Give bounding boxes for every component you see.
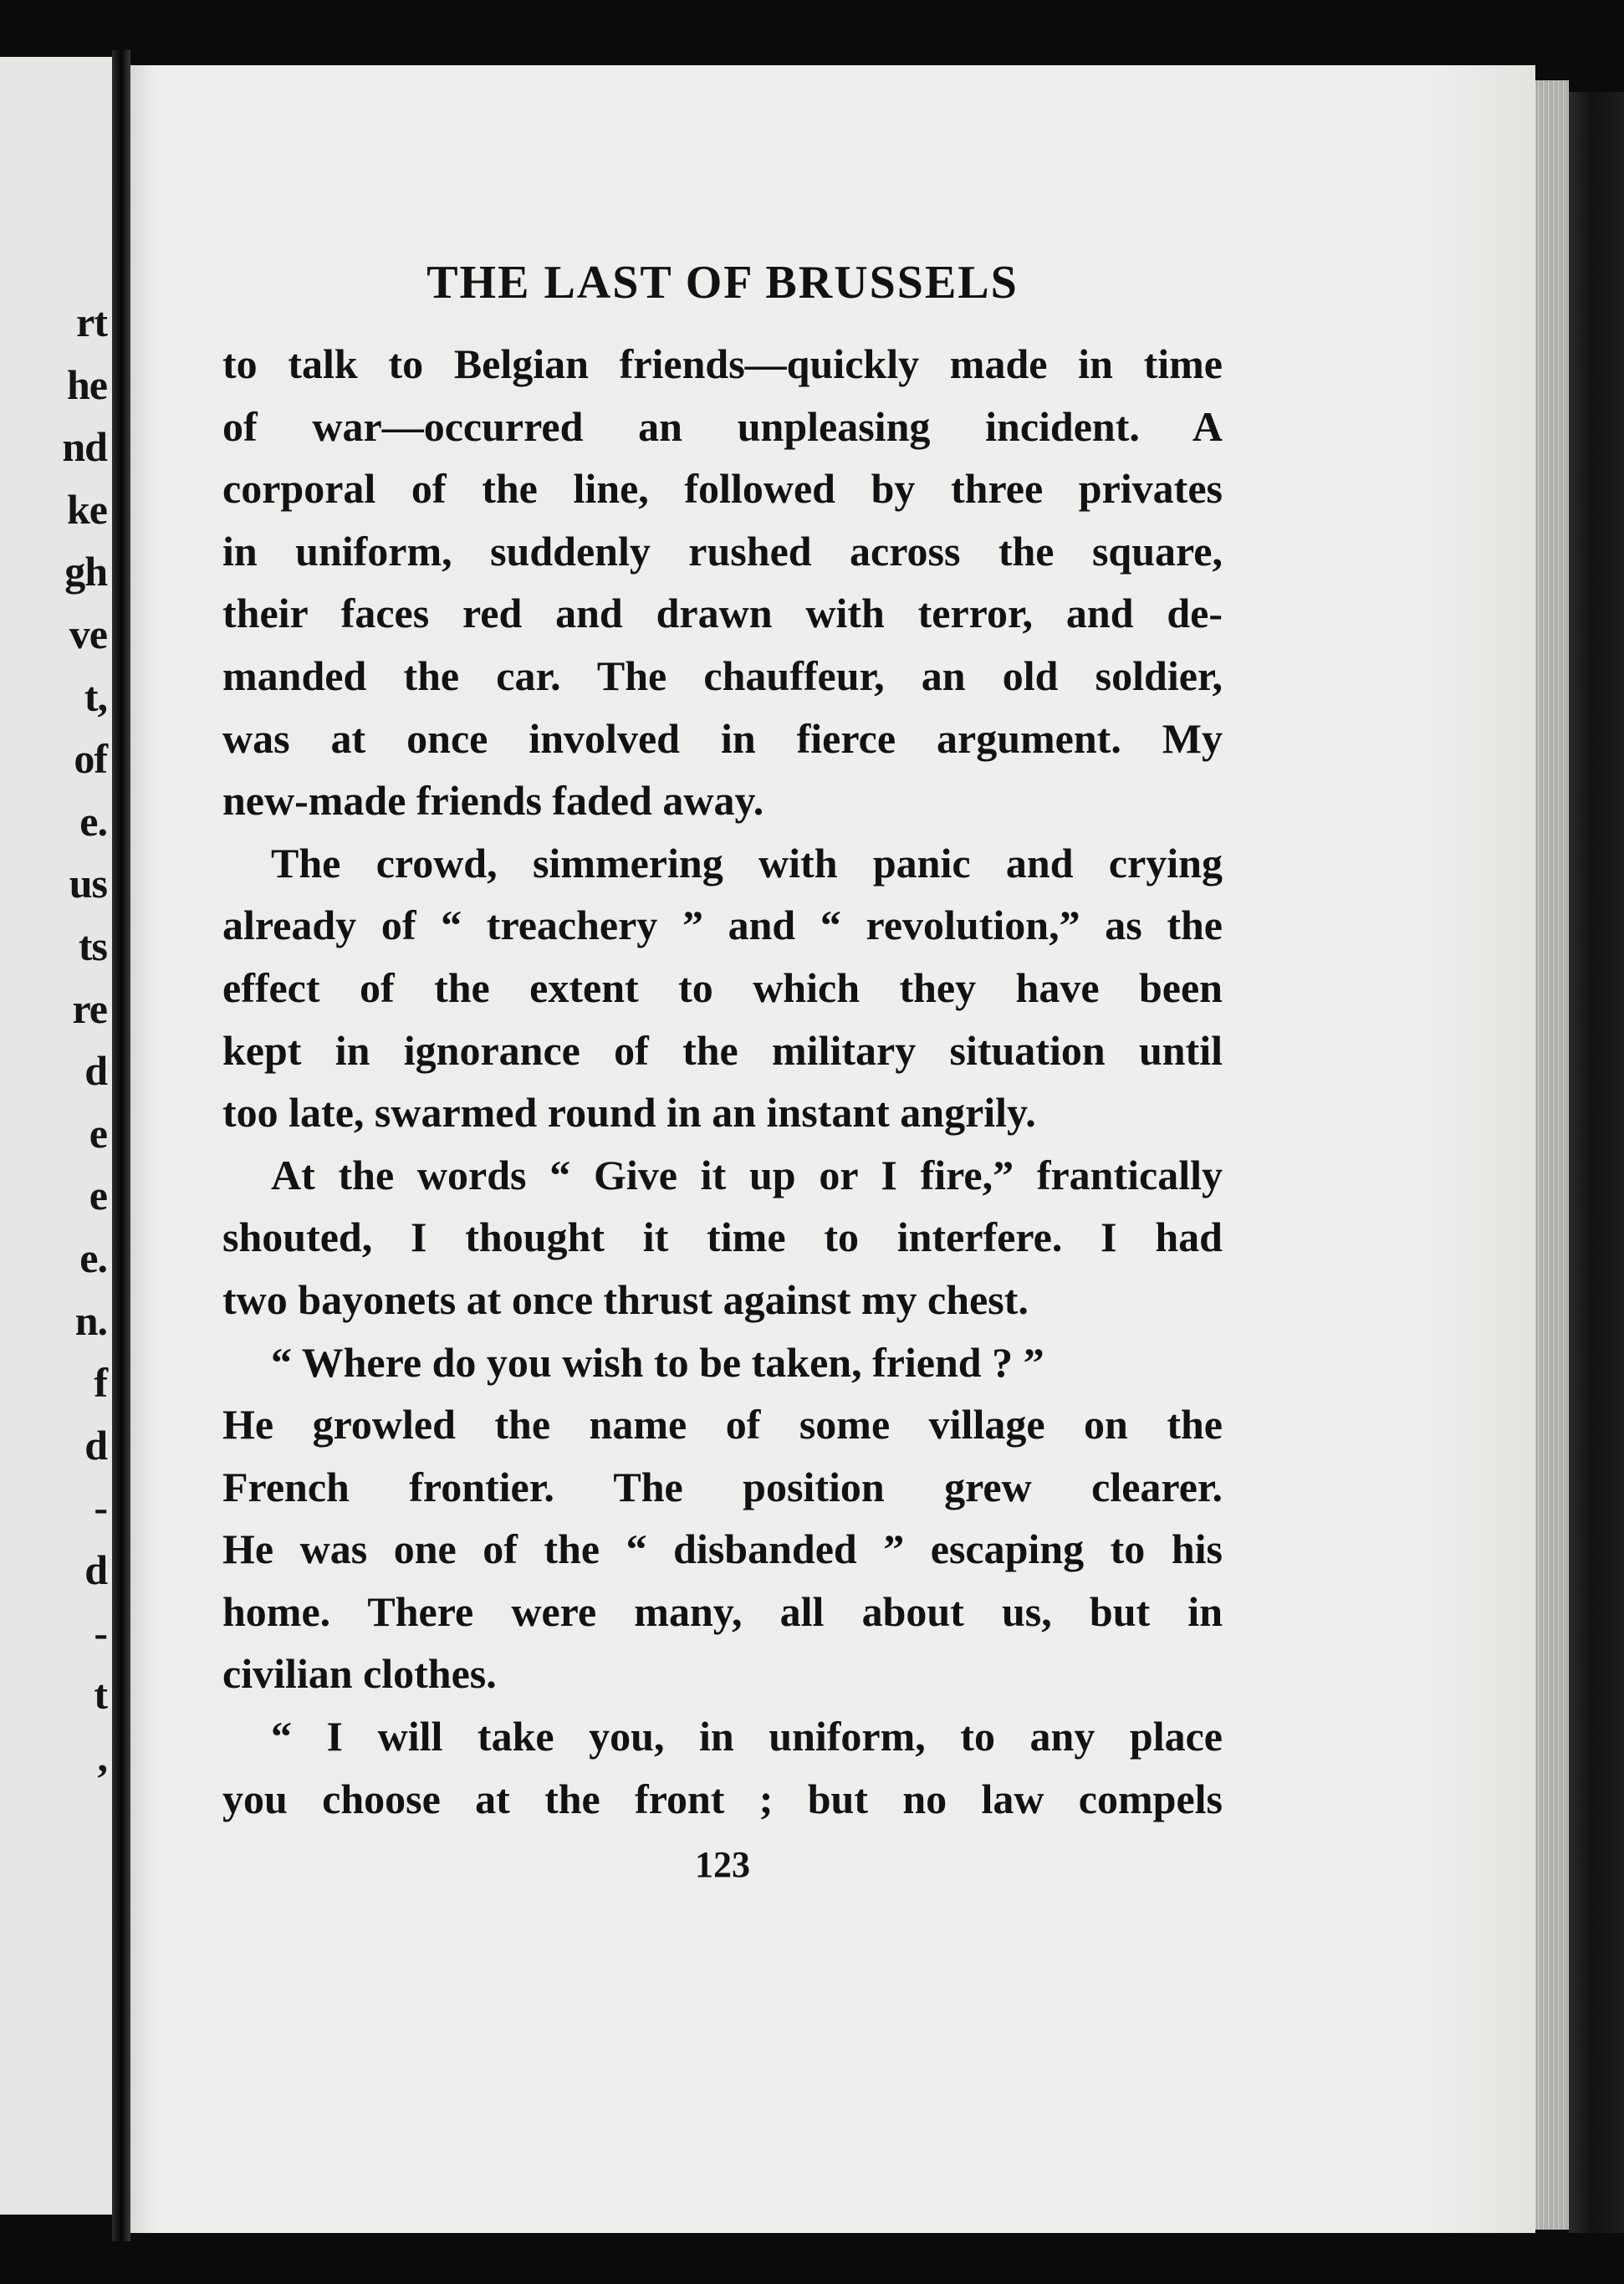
text-line: to talk to Belgian friends—quickly made in time: [222, 340, 1223, 387]
previous-page-text-fragment: d: [84, 1546, 107, 1593]
text-line: “ Where do you wish to be taken, friend ? ”: [271, 1338, 1044, 1386]
previous-page-text-fragment: us: [69, 860, 107, 907]
page-number: 123: [695, 1844, 750, 1885]
previous-page-text-fragment: ts: [78, 922, 107, 969]
book-gutter: [112, 50, 130, 2241]
text-line: in uniform, suddenly rushed across the square,: [222, 527, 1223, 575]
text-line: corporal of the line, followed by three privates: [222, 465, 1223, 513]
running-head: THE LAST OF BRUSSELS: [426, 257, 1019, 309]
text-line: manded the car. The chauffeur, an old soldier,: [222, 651, 1223, 699]
previous-page-text-fragment: re: [72, 984, 107, 1032]
paragraph: [222, 832, 1223, 1144]
previous-page-text-fragment: e: [89, 1109, 107, 1157]
paragraph: [222, 1331, 1223, 1394]
paragraph: [222, 333, 1223, 832]
text-line: you choose at the front ; but no law compels: [222, 1775, 1223, 1822]
book-cover-edge: [1569, 92, 1624, 2233]
body-text: [222, 333, 1223, 1830]
previous-page-text-fragment: nd: [62, 423, 107, 471]
previous-page-text-fragment: -: [94, 1484, 107, 1531]
previous-page-text-fragment: ,: [97, 1733, 107, 1781]
text-line: The crowd, simmering with panic and crying: [271, 839, 1223, 887]
text-line: home. There were many, all about us, but in: [222, 1587, 1223, 1635]
previous-page-text-fragment: t: [94, 1671, 107, 1719]
previous-page-text-fragment: d: [84, 1047, 107, 1095]
text-line: civilian clothes.: [222, 1650, 497, 1698]
previous-page-text-fragment: n.: [74, 1296, 107, 1344]
previous-page-text-fragment: e: [89, 1172, 107, 1219]
previous-page-text-fragment: rt: [76, 299, 107, 345]
text-line: two bayonets at once thrust against my chest.: [222, 1275, 1029, 1323]
text-line: At the words “ Give it up or I fire,” frantically: [271, 1151, 1223, 1198]
previous-page-text-fragment: e.: [79, 1234, 107, 1281]
previous-page-text-fragment: e.: [79, 797, 107, 845]
previous-page-text-fragment: -: [94, 1608, 107, 1656]
text-line: effect of the extent to which they have been: [222, 963, 1223, 1011]
text-line: too late, swarmed round in an instant angrily.: [222, 1089, 1036, 1137]
previous-page-text-fragment: ke: [67, 485, 107, 533]
previous-page-text-fragment: of: [74, 735, 107, 783]
text-line: their faces red and drawn with terror, and de-: [222, 590, 1223, 637]
text-line: of war—occurred an unpleasing incident. A: [222, 402, 1223, 450]
page-text-block: [222, 259, 1223, 1830]
paragraph: [222, 1393, 1223, 1705]
text-line: new-made friends faded away.: [222, 777, 764, 825]
paragraph: [222, 1144, 1223, 1331]
previous-page-edge: [0, 57, 112, 2215]
text-line: French frontier. The position grew clearer.: [222, 1463, 1223, 1510]
previous-page-text-fragment: he: [67, 360, 107, 408]
text-line: “ I will take you, in uniform, to any place: [271, 1713, 1223, 1760]
previous-page-text-fragment: ve: [69, 611, 107, 657]
text-line: kept in ignorance of the military situation until: [222, 1026, 1223, 1074]
previous-page-text-fragment: f: [94, 1359, 107, 1407]
text-line: He growled the name of some village on the: [222, 1401, 1223, 1449]
text-line: was at once involved in fierce argument. My: [222, 714, 1223, 762]
text-line: already of “ treachery ” and “ revolution,” as the: [222, 902, 1223, 949]
paragraph: [222, 1705, 1223, 1830]
previous-page-text-fragment: d: [84, 1421, 107, 1469]
previous-page-text-fragment: gh: [64, 548, 107, 595]
text-line: shouted, I thought it time to interfere. I had: [222, 1214, 1223, 1261]
previous-page-text-fragment: t,: [84, 672, 107, 720]
page-edges: [1535, 80, 1569, 2230]
text-line: He was one of the “ disbanded ” escaping to his: [222, 1525, 1223, 1573]
